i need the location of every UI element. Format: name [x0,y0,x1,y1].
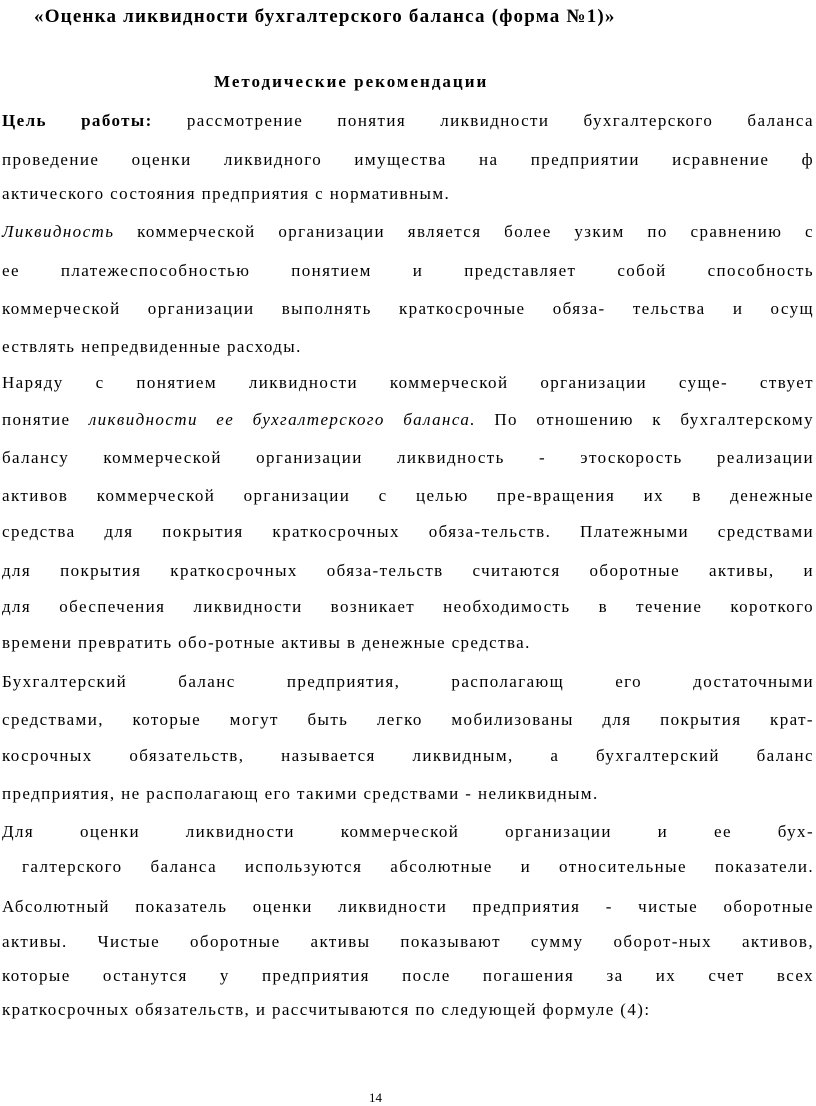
text-line: времени превратить обо-ротные активы в денежные средства. [2,633,531,652]
text-line: краткосрочных обязательств, и рассчитываются по следующей формуле (4): [2,1000,651,1019]
text-line-content: коммерческой организации является более узким по сравнению с [114,222,814,241]
section-subtitle: Методические рекомендации [214,72,489,91]
text-line: активов коммерческой организации с целью пре-вращения их в денежные [2,486,814,505]
text-line: галтерского баланса используются абсолютные и относительные показатели. [22,857,814,876]
text-line: средствами, которые могут быть легко мобилизованы для покрытия крат- [2,710,814,729]
text-line: коммерческой организации выполнять краткосрочные обяза- тельства и осущ [2,299,814,318]
text-line: Наряду с понятием ликвидности коммерческой организации суще- ствует [2,373,814,392]
text-line: которые останутся у предприятия после погашения за их счет всех [2,966,814,985]
text-line: Бухгалтерский баланс предприятия, располагающ его достаточными [2,672,814,691]
text-line: активы. Чистые оборотные активы показывают сумму оборот-ных активов, [2,932,814,951]
text-line: средства для покрытия краткосрочных обяза-тельств. Платежными средствами [2,522,814,541]
text-line: балансу коммерческой организации ликвидность - этоскорость реализации [2,448,814,467]
text-line-content: По отношению к бухгалтерскому [475,410,814,429]
text-line [2,111,814,131]
text-line [2,410,814,430]
text-line: для обеспечения ликвидности возникает необходимость в течение короткого [2,597,814,616]
text-line: ее платежеспособностью понятием и представляет собой способность [2,261,814,280]
text-line: для покрытия краткосрочных обяза-тельств считаются оборотные активы, и [2,561,814,580]
term-liquidity: Ликвидность [2,222,115,241]
term-balance-liquidity: ликвидности ее бухгалтерского баланса. [88,410,476,429]
text-line [2,222,814,242]
text-line: предприятия, не располагающ его такими средствами - неликвидным. [2,784,599,803]
text-line-content: понятие [2,410,89,429]
page-number: 14 [369,1090,382,1105]
text-line: ествлять непредвиденные расходы. [2,337,302,356]
text-line-content: рассмотрение понятия ликвидности бухгалтерского баланса [152,111,815,130]
text-line: проведение оценки ликвидного имущества на предприятии исравнение ф [2,150,814,169]
text-line: косрочных обязательств, называется ликвидным, а бухгалтерский баланс [2,746,814,765]
text-line: Для оценки ликвидности коммерческой организации и ее бух- [2,822,814,841]
goal-label: Цель работы: [2,111,153,130]
text-line: актического состояния предприятия с нормативным. [2,184,451,203]
text-line: Абсолютный показатель оценки ликвидности предприятия - чистые оборотные [2,897,814,916]
document-title: «Оценка ликвидности бухгалтерского баланса (форма №1)» [34,6,616,27]
